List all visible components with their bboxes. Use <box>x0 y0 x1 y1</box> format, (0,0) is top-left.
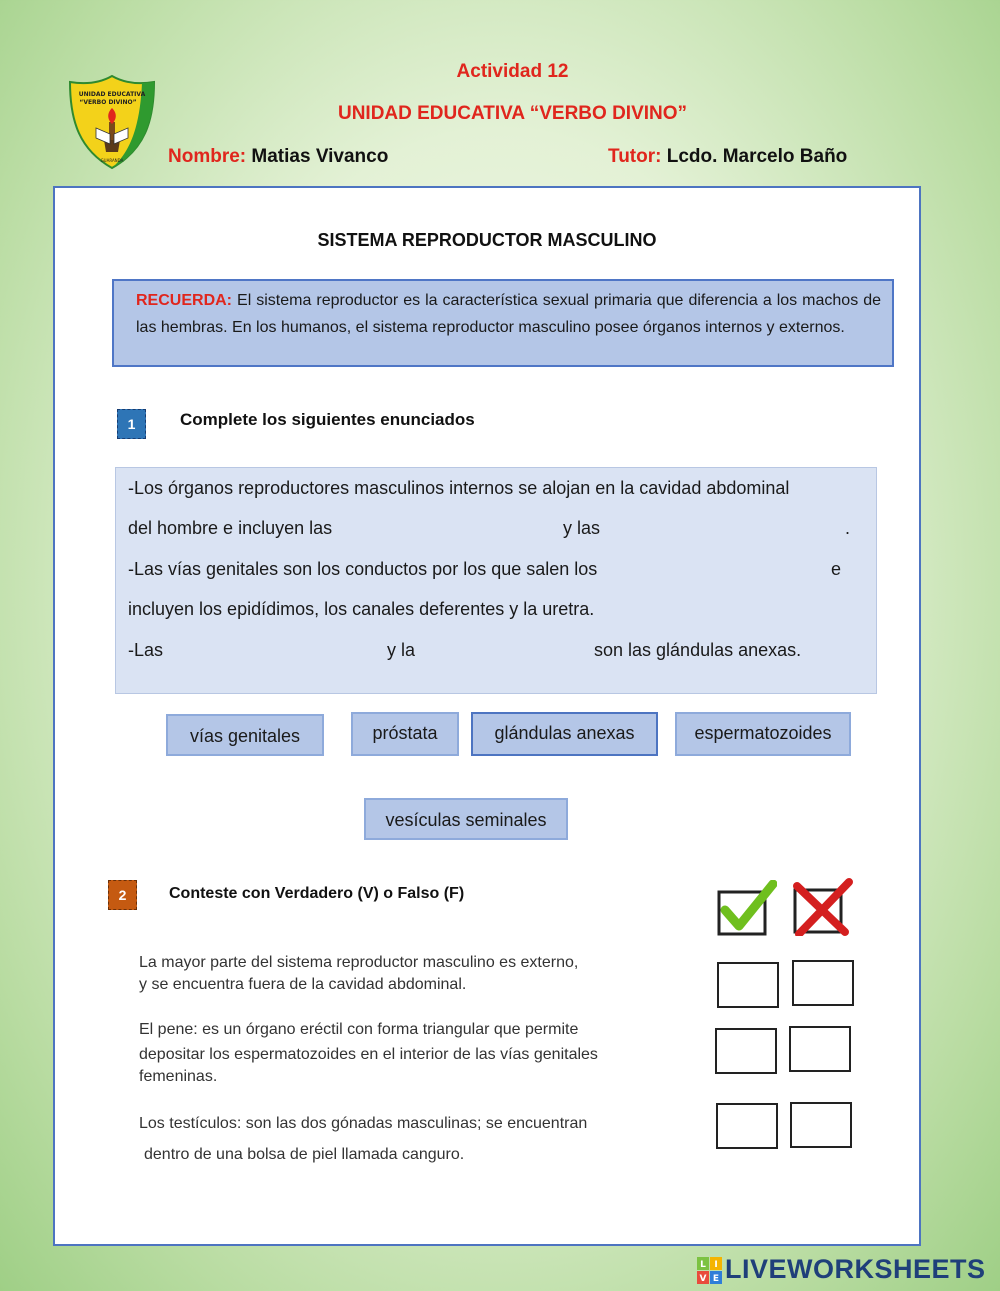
fill-line-3b: e <box>831 559 842 579</box>
blank-5[interactable] <box>421 634 586 662</box>
question-3-line2: dentro de una bolsa de piel llamada canguro. <box>144 1146 465 1163</box>
section2-number-badge: 2 <box>108 880 137 910</box>
q2-false-box[interactable] <box>789 1026 851 1072</box>
tutor-label: Tutor: <box>608 146 662 167</box>
q2-true-box[interactable] <box>715 1028 777 1074</box>
question-1-line2: y se encuentra fuera de la cavidad abdominal. <box>139 976 467 993</box>
check-icon <box>715 880 777 938</box>
fill-line-2c: . <box>845 518 851 538</box>
question-1-line1: La mayor parte del sistema reproductor masculino es externo, <box>139 954 579 971</box>
q1-true-box[interactable] <box>717 962 779 1008</box>
logo-line2: “VERBO DIVINO” <box>79 99 137 106</box>
q3-true-box[interactable] <box>716 1103 778 1149</box>
section1-number-badge: 1 <box>117 409 146 439</box>
blank-3[interactable] <box>626 553 826 581</box>
name-label: Nombre: <box>168 146 247 167</box>
question-3-line1: Los testículos: son las dos gónadas masculinas; se encuentran <box>139 1115 588 1132</box>
q1-false-box[interactable] <box>792 960 854 1006</box>
worksheet-panel <box>53 186 921 1246</box>
question-1 <box>139 952 578 996</box>
option-espermatozoides[interactable]: espermatozoides <box>675 712 851 756</box>
brand-letter-i: I <box>714 1260 718 1270</box>
option-vesiculas-seminales[interactable]: vesículas seminales <box>364 798 568 840</box>
question-2-line2: depositar los espermatozoides en el interior de las vías genitales <box>139 1046 598 1063</box>
x-icon <box>791 878 853 936</box>
student-name <box>168 146 388 168</box>
tutor-value: Lcdo. Marcelo Baño <box>666 146 848 167</box>
fill-line-2a: del hombre e incluyen las <box>128 518 333 538</box>
fill-line-4: incluyen los epidídimos, los canales deferentes y la uretra. <box>128 599 595 619</box>
activity-title: Actividad 12 <box>456 61 569 82</box>
tutor-name <box>608 146 847 168</box>
logo-line1: UNIDAD EDUCATIVA <box>78 91 146 98</box>
brand-letter-v: V <box>699 1274 707 1284</box>
blank-4[interactable] <box>168 634 378 662</box>
blank-1[interactable] <box>356 512 556 540</box>
question-2-line1: El pene: es un órgano eréctil con forma triangular que permite <box>139 1021 579 1038</box>
question-2-line3: femeninas. <box>139 1068 218 1085</box>
brand-letter-e: E <box>712 1274 720 1284</box>
liveworksheets-icon <box>697 1257 723 1285</box>
q3-false-box[interactable] <box>790 1102 852 1148</box>
option-glandulas-anexas[interactable]: glándulas anexas <box>471 712 658 756</box>
fill-line-3a: -Las vías genitales son los conductos por los que salen los <box>128 559 598 579</box>
fill-line-5b: y la <box>387 640 416 660</box>
reminder-label: RECUERDA: <box>136 292 232 309</box>
reminder-box <box>112 279 894 367</box>
worksheet-title: SISTEMA REPRODUCTOR MASCULINO <box>317 230 657 250</box>
fill-line-5c: son las glándulas anexas. <box>594 640 802 660</box>
fill-line-2b: y las <box>563 518 601 538</box>
name-value: Matias Vivanco <box>251 146 389 167</box>
school-name: UNIDAD EDUCATIVA “VERBO DIVINO” <box>337 103 688 124</box>
reminder-text: El sistema reproductor es la característica sexual primaria que diferencia a los machos de las hembras. En los humanos, el sistema reproductor masculino posee órganos internos y externos. <box>136 292 882 336</box>
fill-line-5a: -Las <box>128 640 164 660</box>
option-prostata[interactable]: próstata <box>351 712 459 756</box>
option-vias-genitales[interactable]: vías genitales <box>166 714 324 756</box>
section2-title: Conteste con Verdadero (V) o Falso (F) <box>169 885 465 902</box>
liveworksheets-brand[interactable]: LIVEWORKSHEETS <box>725 1254 986 1284</box>
logo-bottom-text: GUARANDA <box>100 158 124 163</box>
question-2 <box>139 1019 598 1088</box>
brand-letter-l: L <box>700 1260 706 1270</box>
question-3 <box>139 1113 587 1166</box>
fill-line-1: -Los órganos reproductores masculinos internos se alojan en la cavidad abdominal <box>128 478 790 498</box>
section1-title: Complete los siguientes enunciados <box>180 410 475 429</box>
fill-in-box <box>115 467 877 694</box>
blank-2[interactable] <box>611 512 841 540</box>
